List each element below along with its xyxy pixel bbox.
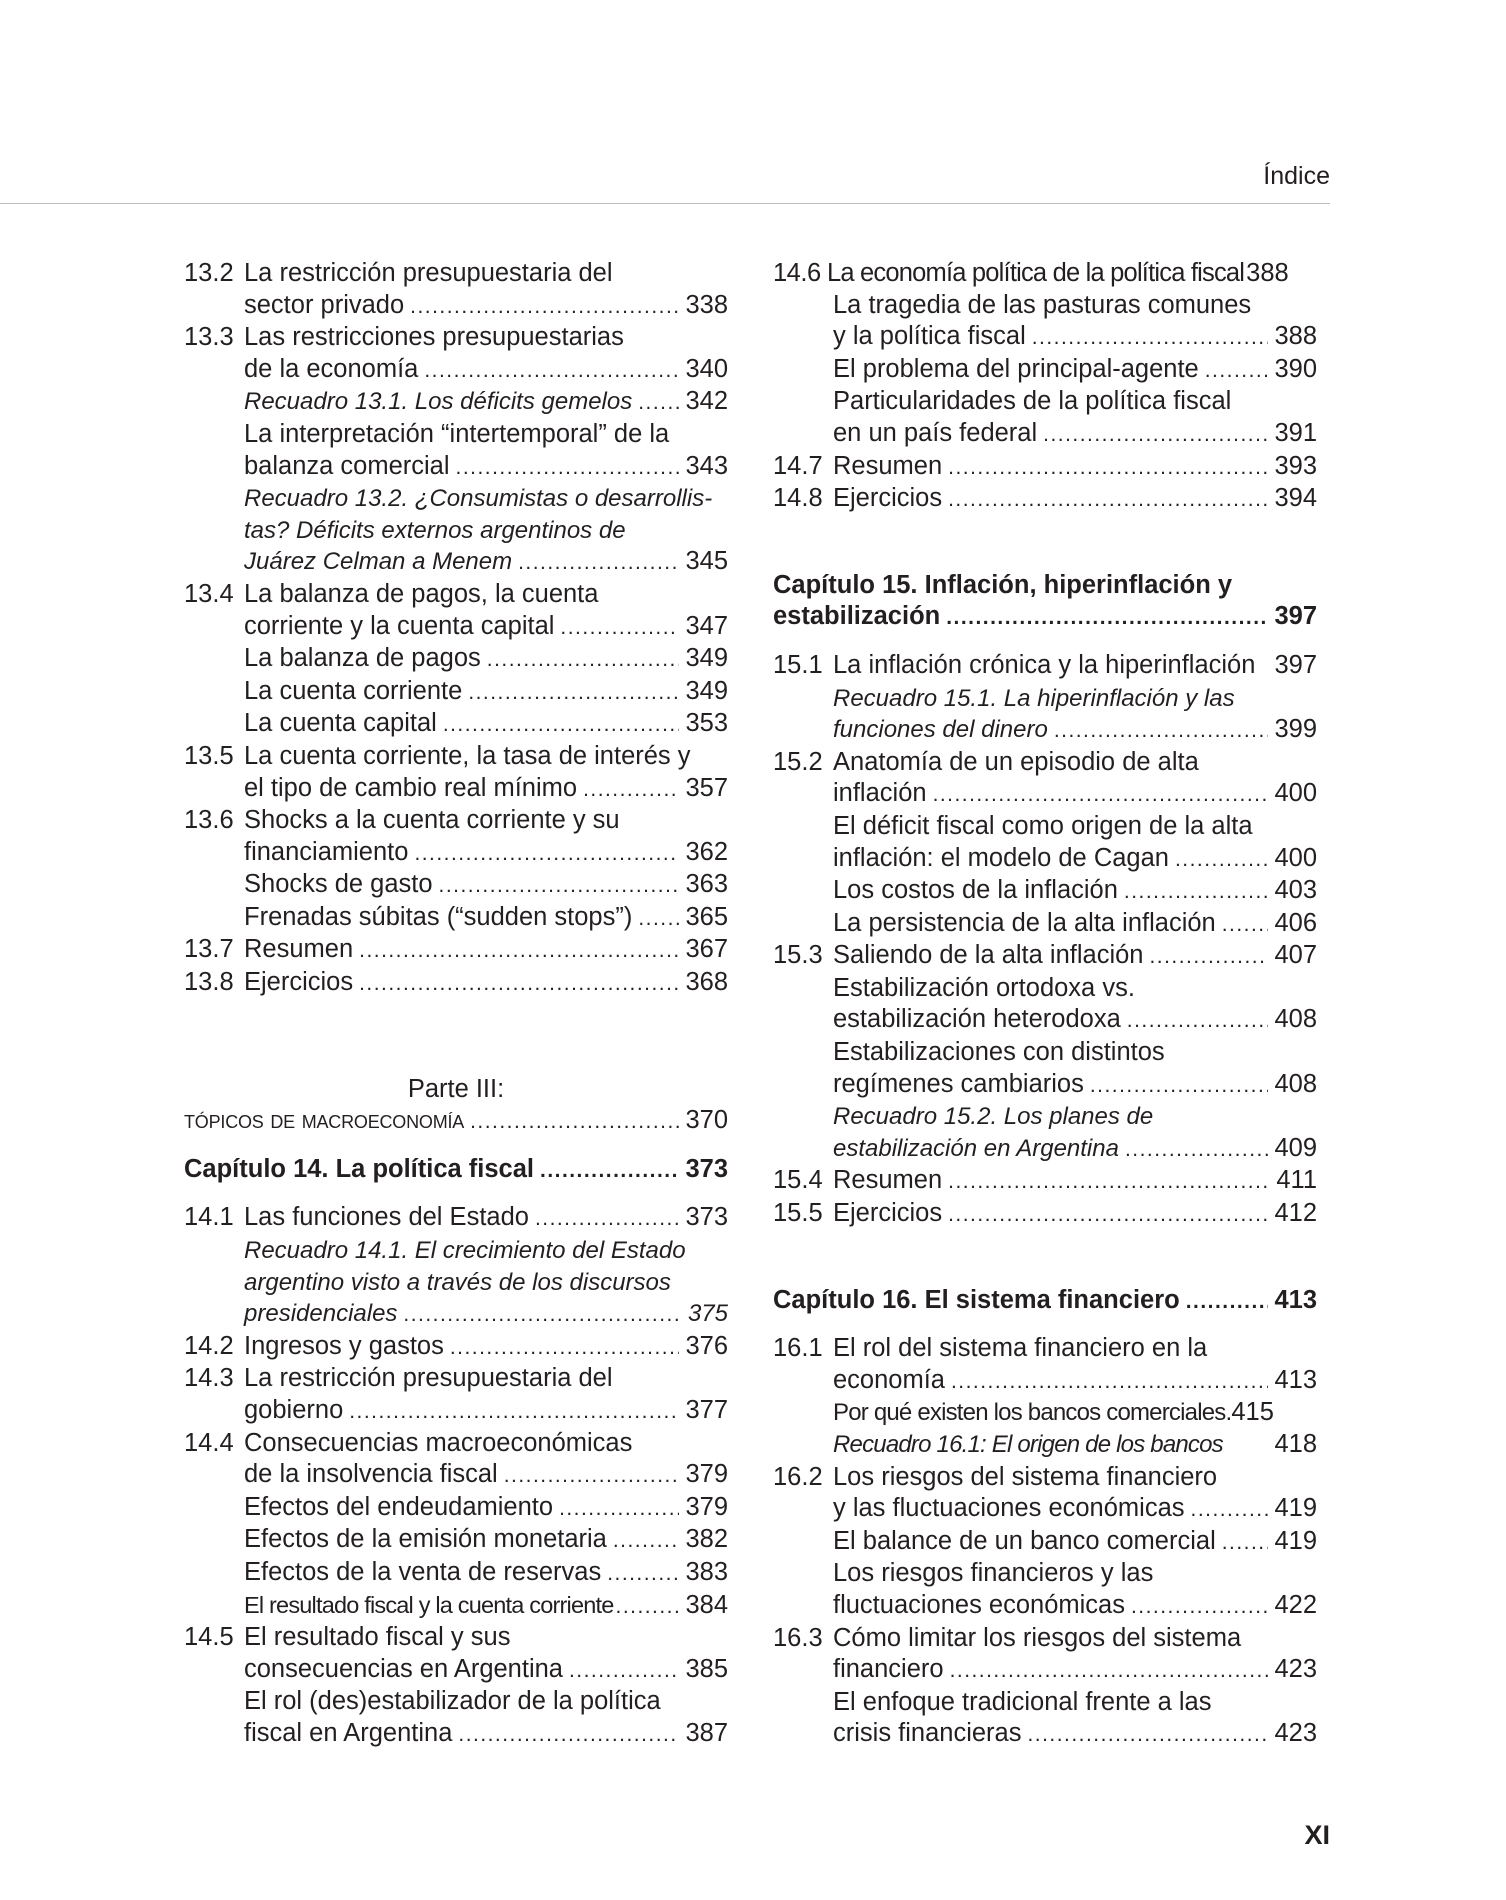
toc-subentry-emision[interactable]: Efectos de la emisión monetaria ..... 382 <box>184 1524 728 1557</box>
page-number: 399 <box>1274 715 1317 744</box>
page-number: 403 <box>1274 876 1317 905</box>
page-number: 423 <box>1274 1719 1317 1748</box>
toc-entry-16-2[interactable]: 16.2 Los riesgos del sistema financiero y las fluctuaciones económicas ..... 419 <box>773 1462 1317 1526</box>
toc-entry-14-6[interactable]: 14.6 La economía política de la política fiscal 388 <box>773 258 1317 290</box>
toc-left-column <box>184 258 728 1751</box>
toc-entry-14-1[interactable]: 14.1 Las funciones del Estado ..... 373 <box>184 1202 728 1235</box>
toc-box-16-1[interactable]: Recuadro 16.1: El origen de los bancos 418 <box>773 1429 1317 1462</box>
toc-subentry-reservas[interactable]: Efectos de la venta de reservas ..... 383 <box>184 1557 728 1590</box>
page-number: 391 <box>1274 418 1317 447</box>
toc-entry-13-4[interactable]: 13.4 La balanza de pagos, la cuenta corriente y la cuenta capital ..... 347 <box>184 579 728 643</box>
page-number: 368 <box>685 968 728 997</box>
toc-subentry-regimenes[interactable]: Estabilizaciones con distintos regímenes cambiarios ..... 408 <box>773 1037 1317 1101</box>
toc-entry-14-2[interactable]: 14.2 Ingresos y gastos ..... 376 <box>184 1331 728 1364</box>
toc-box-13-1[interactable]: Recuadro 13.1. Los déficits gemelos ..... 342 <box>184 386 728 419</box>
toc-entry-13-3[interactable]: 13.3 Las restricciones presupuestarias de la economía ..... 340 <box>184 322 728 386</box>
section-number: 14.5 <box>184 1623 234 1652</box>
toc-entry-15-5[interactable]: 15.5 Ejercicios ..... 412 <box>773 1198 1317 1231</box>
toc-right-column <box>773 258 1317 1751</box>
page-number: 413 <box>1274 1285 1317 1314</box>
page-number: 384 <box>685 1590 728 1619</box>
page-number: 407 <box>1274 941 1317 970</box>
running-head: Índice <box>1263 162 1330 190</box>
toc-subentry-rol[interactable]: El rol (des)estabilizador de la política fiscal en Argentina ..... 387 <box>184 1686 728 1750</box>
page-number: 343 <box>685 451 728 480</box>
toc-subentry-resultado-cc[interactable]: El resultado fiscal y la cuenta corriente ..... 384 <box>184 1590 728 1623</box>
toc-chapter-16[interactable]: Capítulo 16. El sistema financiero ..... 413 <box>773 1285 1317 1318</box>
toc-subentry-shocks-gasto[interactable]: Shocks de gasto ..... 363 <box>184 869 728 902</box>
page-number: 379 <box>685 1460 728 1489</box>
page-number: 408 <box>1274 1069 1317 1098</box>
toc-entry-15-2[interactable]: 15.2 Anatomía de un episodio de alta inflación ..... 400 <box>773 747 1317 811</box>
toc-entry-13-7[interactable]: 13.7 Resumen ..... 367 <box>184 934 728 967</box>
entry-title: sector privado <box>244 290 405 319</box>
section-number: 15.3 <box>773 941 823 970</box>
toc-entry-14-7[interactable]: 14.7 Resumen ..... 393 <box>773 451 1317 484</box>
toc-entry-15-3[interactable]: 15.3 Saliendo de la alta inflación ..... 407 <box>773 940 1317 973</box>
page-number: 376 <box>685 1331 728 1360</box>
page-number: 347 <box>685 611 728 640</box>
page-number: 419 <box>1274 1526 1317 1555</box>
page-number: 345 <box>685 547 728 576</box>
toc-subentry-capital[interactable]: La cuenta capital ..... 353 <box>184 708 728 741</box>
page-number: 418 <box>1274 1430 1317 1458</box>
toc-subentry-balanza[interactable]: La balanza de pagos ..... 349 <box>184 643 728 676</box>
page-number: 409 <box>1274 1133 1317 1162</box>
toc-box-15-1[interactable]: Recuadro 15.1. La hiperinflación y las funciones del dinero ..... 399 <box>773 683 1317 747</box>
toc-entry-14-4[interactable]: 14.4 Consecuencias macroeconómicas de la insolvencia fiscal ..... 379 <box>184 1428 728 1492</box>
toc-subentry-ortodoxa[interactable]: Estabilización ortodoxa vs. estabilización heterodoxa ..... 408 <box>773 973 1317 1037</box>
toc-subentry-riesgos[interactable]: Los riesgos financieros y las fluctuaciones económicas ..... 422 <box>773 1558 1317 1622</box>
toc-entry-14-8[interactable]: 14.8 Ejercicios ..... 394 <box>773 483 1317 516</box>
page-number: 411 <box>1276 1166 1317 1195</box>
page-number: 412 <box>1274 1199 1317 1228</box>
section-number: 16.1 <box>773 1334 823 1363</box>
toc-chapter-15[interactable]: Capítulo 15. Inflación, hiperinflación y estabilización ..... 397 <box>773 570 1317 634</box>
section-number: 13.7 <box>184 935 234 964</box>
page-number: 397 <box>1274 602 1317 631</box>
page-number: 353 <box>685 709 728 738</box>
page-number: 413 <box>1274 1365 1317 1394</box>
toc-subentry-enfoque[interactable]: El enfoque tradicional frente a las crisis financieras ..... 423 <box>773 1687 1317 1751</box>
page-number: 388 <box>1274 322 1317 351</box>
section-number: 15.1 <box>773 650 823 679</box>
section-number: 14.1 <box>184 1203 234 1232</box>
toc-subentry-persistencia[interactable]: La persistencia de la alta inflación ..... 406 <box>773 908 1317 941</box>
section-number: 15.4 <box>773 1166 823 1195</box>
section-number: 14.4 <box>184 1428 234 1457</box>
toc-subentry-deficit[interactable]: El déficit fiscal como origen de la alta inflación: el modelo de Cagan ..... 400 <box>773 811 1317 875</box>
page-number: 387 <box>685 1718 728 1747</box>
page-number: 400 <box>1274 779 1317 808</box>
section-number: 13.6 <box>184 806 234 835</box>
section-number: 14.6 <box>773 259 821 287</box>
section-number: 14.7 <box>773 451 823 480</box>
section-number: 13.5 <box>184 741 234 770</box>
toc-subentry-intertemporal[interactable]: La interpretación “intertemporal” de la balanza comercial ..... 343 <box>184 419 728 483</box>
page-number: 342 <box>685 387 728 416</box>
page-folio: XI <box>1304 1820 1330 1850</box>
toc-subentry-por-que[interactable]: Por qué existen los bancos comerciales. 415 <box>773 1397 1317 1429</box>
page-number: 406 <box>1274 908 1317 937</box>
section-number: 13.8 <box>184 968 234 997</box>
section-number: 14.2 <box>184 1331 234 1360</box>
page-number: 340 <box>685 354 728 383</box>
section-number: 13.3 <box>184 323 234 352</box>
page-number: 338 <box>685 290 728 319</box>
page-number: 415 <box>1231 1398 1274 1427</box>
page-number: 419 <box>1274 1494 1317 1523</box>
section-number: 15.2 <box>773 747 823 776</box>
section-number: 14.3 <box>184 1364 234 1393</box>
page-number: 422 <box>1274 1590 1317 1619</box>
toc-part-3[interactable]: tópicos de macroeconomía ..... 370 <box>184 1105 728 1138</box>
page-number: 385 <box>685 1654 728 1683</box>
toc-subentry-frenadas[interactable]: Frenadas súbitas (“sudden stops”) ..... 365 <box>184 902 728 935</box>
toc-box-14-1[interactable]: Recuadro 14.1. El crecimiento del Estado argentino visto a través de los discursos presidenciales ..... 375 <box>184 1235 728 1331</box>
section-number: 13.2 <box>184 259 234 287</box>
toc-subentry-costos[interactable]: Los costos de la inflación ..... 403 <box>773 875 1317 908</box>
page-number: 408 <box>1274 1005 1317 1034</box>
page-number: 363 <box>685 870 728 899</box>
page-number: 393 <box>1274 451 1317 480</box>
section-number: 13.4 <box>184 579 234 608</box>
page-number: 349 <box>685 644 728 673</box>
toc-subentry-particularidades[interactable]: Particularidades de la política fiscal en un país federal ..... 391 <box>773 386 1317 450</box>
toc-subentry-tragedia[interactable]: La tragedia de las pasturas comunes y la política fiscal ..... 388 <box>773 290 1317 354</box>
section-number: 16.2 <box>773 1462 823 1491</box>
toc-entry-16-1[interactable]: 16.1 El rol del sistema financiero en la economía ..... 413 <box>773 1333 1317 1397</box>
page-number: 382 <box>685 1525 728 1554</box>
page-number: 377 <box>685 1396 728 1424</box>
page-number: 370 <box>685 1106 728 1135</box>
toc-subentry-principal-agente[interactable]: El problema del principal-agente ..... 390 <box>773 354 1317 387</box>
toc-box-13-2[interactable]: Recuadro 13.2. ¿Consumistas o desarrollis- tas? Déficits externos argentinos de Juárez Celman a Menem ..... 345 <box>184 483 728 579</box>
toc-subentry-endeudamiento[interactable]: Efectos del endeudamiento ..... 379 <box>184 1492 728 1525</box>
toc-entry-13-2[interactable]: 13.2 La restricción presupuestaria del sector privado ..... 338 <box>184 258 728 322</box>
toc-subentry-balance[interactable]: El balance de un banco comercial ..... 419 <box>773 1526 1317 1559</box>
page-number: 365 <box>685 902 728 931</box>
page-number: 400 <box>1274 843 1317 872</box>
page-number: 349 <box>685 676 728 705</box>
section-number: 16.3 <box>773 1623 823 1652</box>
toc-entry-13-8[interactable]: 13.8 Ejercicios ..... 368 <box>184 967 728 1000</box>
toc-entry-14-5[interactable]: 14.5 El resultado fiscal y sus consecuencias en Argentina ..... 385 <box>184 1622 728 1686</box>
toc-entry-16-3[interactable]: 16.3 Cómo limitar los riesgos del sistema financiero ..... 423 <box>773 1623 1317 1687</box>
page-number: 388 <box>1246 259 1289 287</box>
toc-entry-15-1[interactable]: 15.1 La inflación crónica y la hiperinflación 397 <box>773 650 1317 683</box>
toc-entry-13-6[interactable]: 13.6 Shocks a la cuenta corriente y su financiamiento ..... 362 <box>184 805 728 869</box>
page-number: 390 <box>1274 354 1317 383</box>
page-number: 397 <box>1274 650 1317 679</box>
page-number: 373 <box>685 1203 728 1232</box>
page-number: 357 <box>685 773 728 802</box>
part-title: Parte III: <box>407 1074 505 1103</box>
toc-entry-15-4[interactable]: 15.4 Resumen ..... 411 <box>773 1165 1317 1198</box>
page-number: 373 <box>685 1154 728 1183</box>
page-number: 362 <box>685 837 728 866</box>
toc-entry-13-5[interactable]: 13.5 La cuenta corriente, la tasa de interés y el tipo de cambio real mínimo ..... 357 <box>184 741 728 805</box>
page-number: 383 <box>685 1557 728 1586</box>
toc-entry-14-3[interactable]: 14.3 La restricción presupuestaria del gobierno ..... 377 <box>184 1363 728 1427</box>
page-number: 394 <box>1274 484 1317 513</box>
section-number: 15.5 <box>773 1199 823 1228</box>
header-rule <box>0 203 1330 204</box>
page-number: 379 <box>685 1492 728 1521</box>
toc-box-15-2[interactable]: Recuadro 15.2. Los planes de estabilización en Argentina ..... 409 <box>773 1101 1317 1165</box>
toc-subentry-corriente[interactable]: La cuenta corriente ..... 349 <box>184 676 728 709</box>
page-number: 375 <box>687 1300 728 1328</box>
page-number: 423 <box>1274 1655 1317 1684</box>
toc-chapter-14[interactable]: Capítulo 14. La política fiscal ..... 373 <box>184 1154 728 1187</box>
page-number: 367 <box>685 935 728 964</box>
section-number: 14.8 <box>773 484 823 513</box>
